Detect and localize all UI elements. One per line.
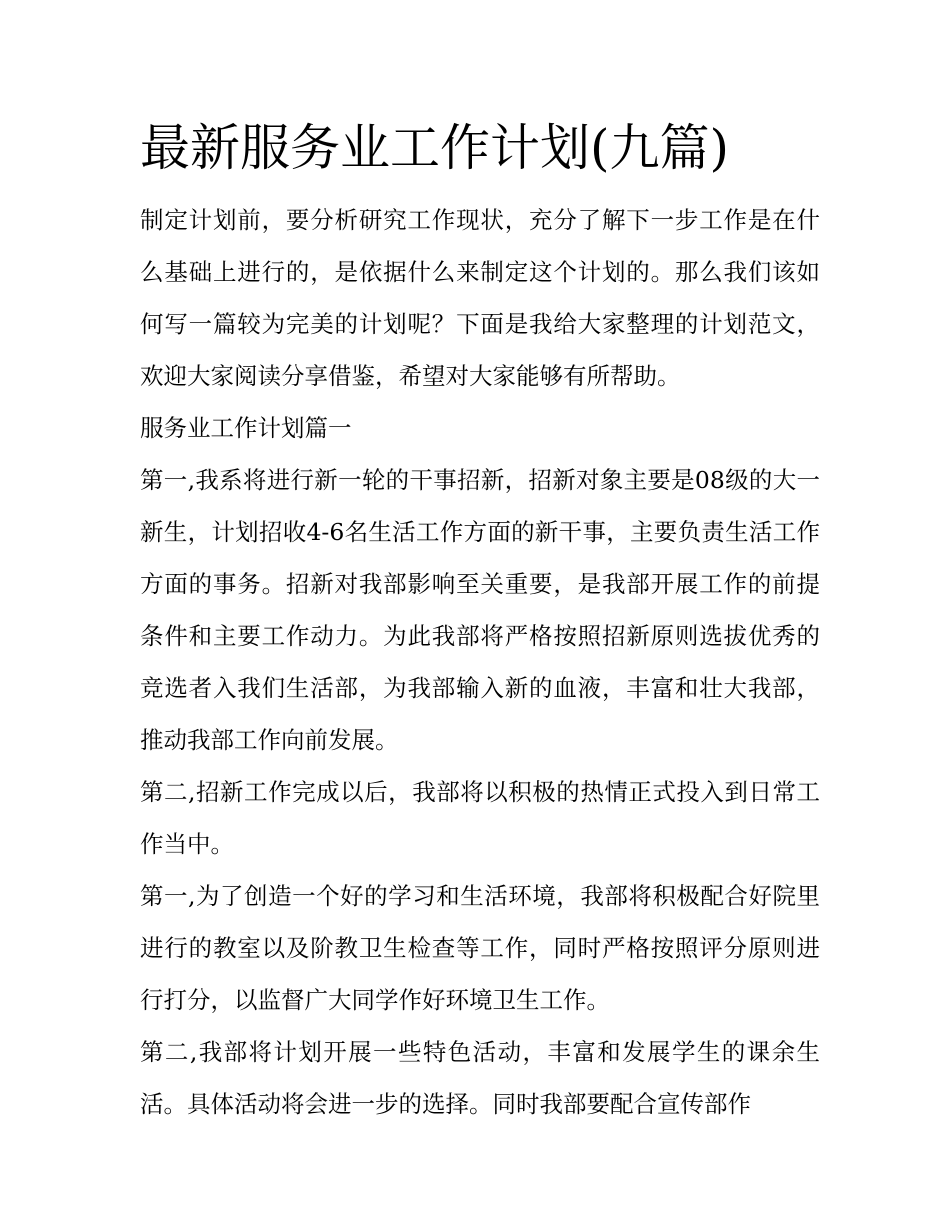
document-title: 最新服务业工作计划(九篇) [140,119,730,177]
paragraph: 第二,我部将计划开展一些特色活动，丰富和发展学生的课余生活。具体活动将会进一步的选择。同时我部要配合宣传部作 [140,1038,820,1118]
paragraph: 第一,为了创造一个好的学习和生活环境，我部将积极配合好院里进行的教室以及阶教卫生检查等工作，同时严格按照评分原则进行打分，以监督广大同学作好环境卫生工作。 [140,882,820,1014]
section-heading: 服务业工作计划篇一 [140,414,352,442]
document-page [140,108,820,1130]
paragraph-intro: 制定计划前，要分析研究工作现状，充分了解下一步工作是在什么基础上进行的，是依据什么来制定这个计划的。那么我们该如何写一篇较为完美的计划呢？下面是我给大家整理的计划范文，欢迎大家阅读分享借鉴，希望对大家能够有所帮助。 [140,206,820,390]
paragraph: 第一,我系将进行新一轮的干事招新，招新对象主要是08级的大一新生，计划招收4-6名生活工作方面的新干事，主要负责生活工作方面的事务。招新对我部影响至关重要，是我部开展工作的前提条件和主要工作动力。为此我部将严格按照招新原则选拔优秀的竞选者入我们生活部，为我部输入新的血液，丰富和壮大我部，推动我部工作向前发展。 [140,466,820,754]
document-body [140,194,820,1130]
paragraph: 第二,招新工作完成以后，我部将以积极的热情正式投入到日常工作当中。 [140,778,820,858]
